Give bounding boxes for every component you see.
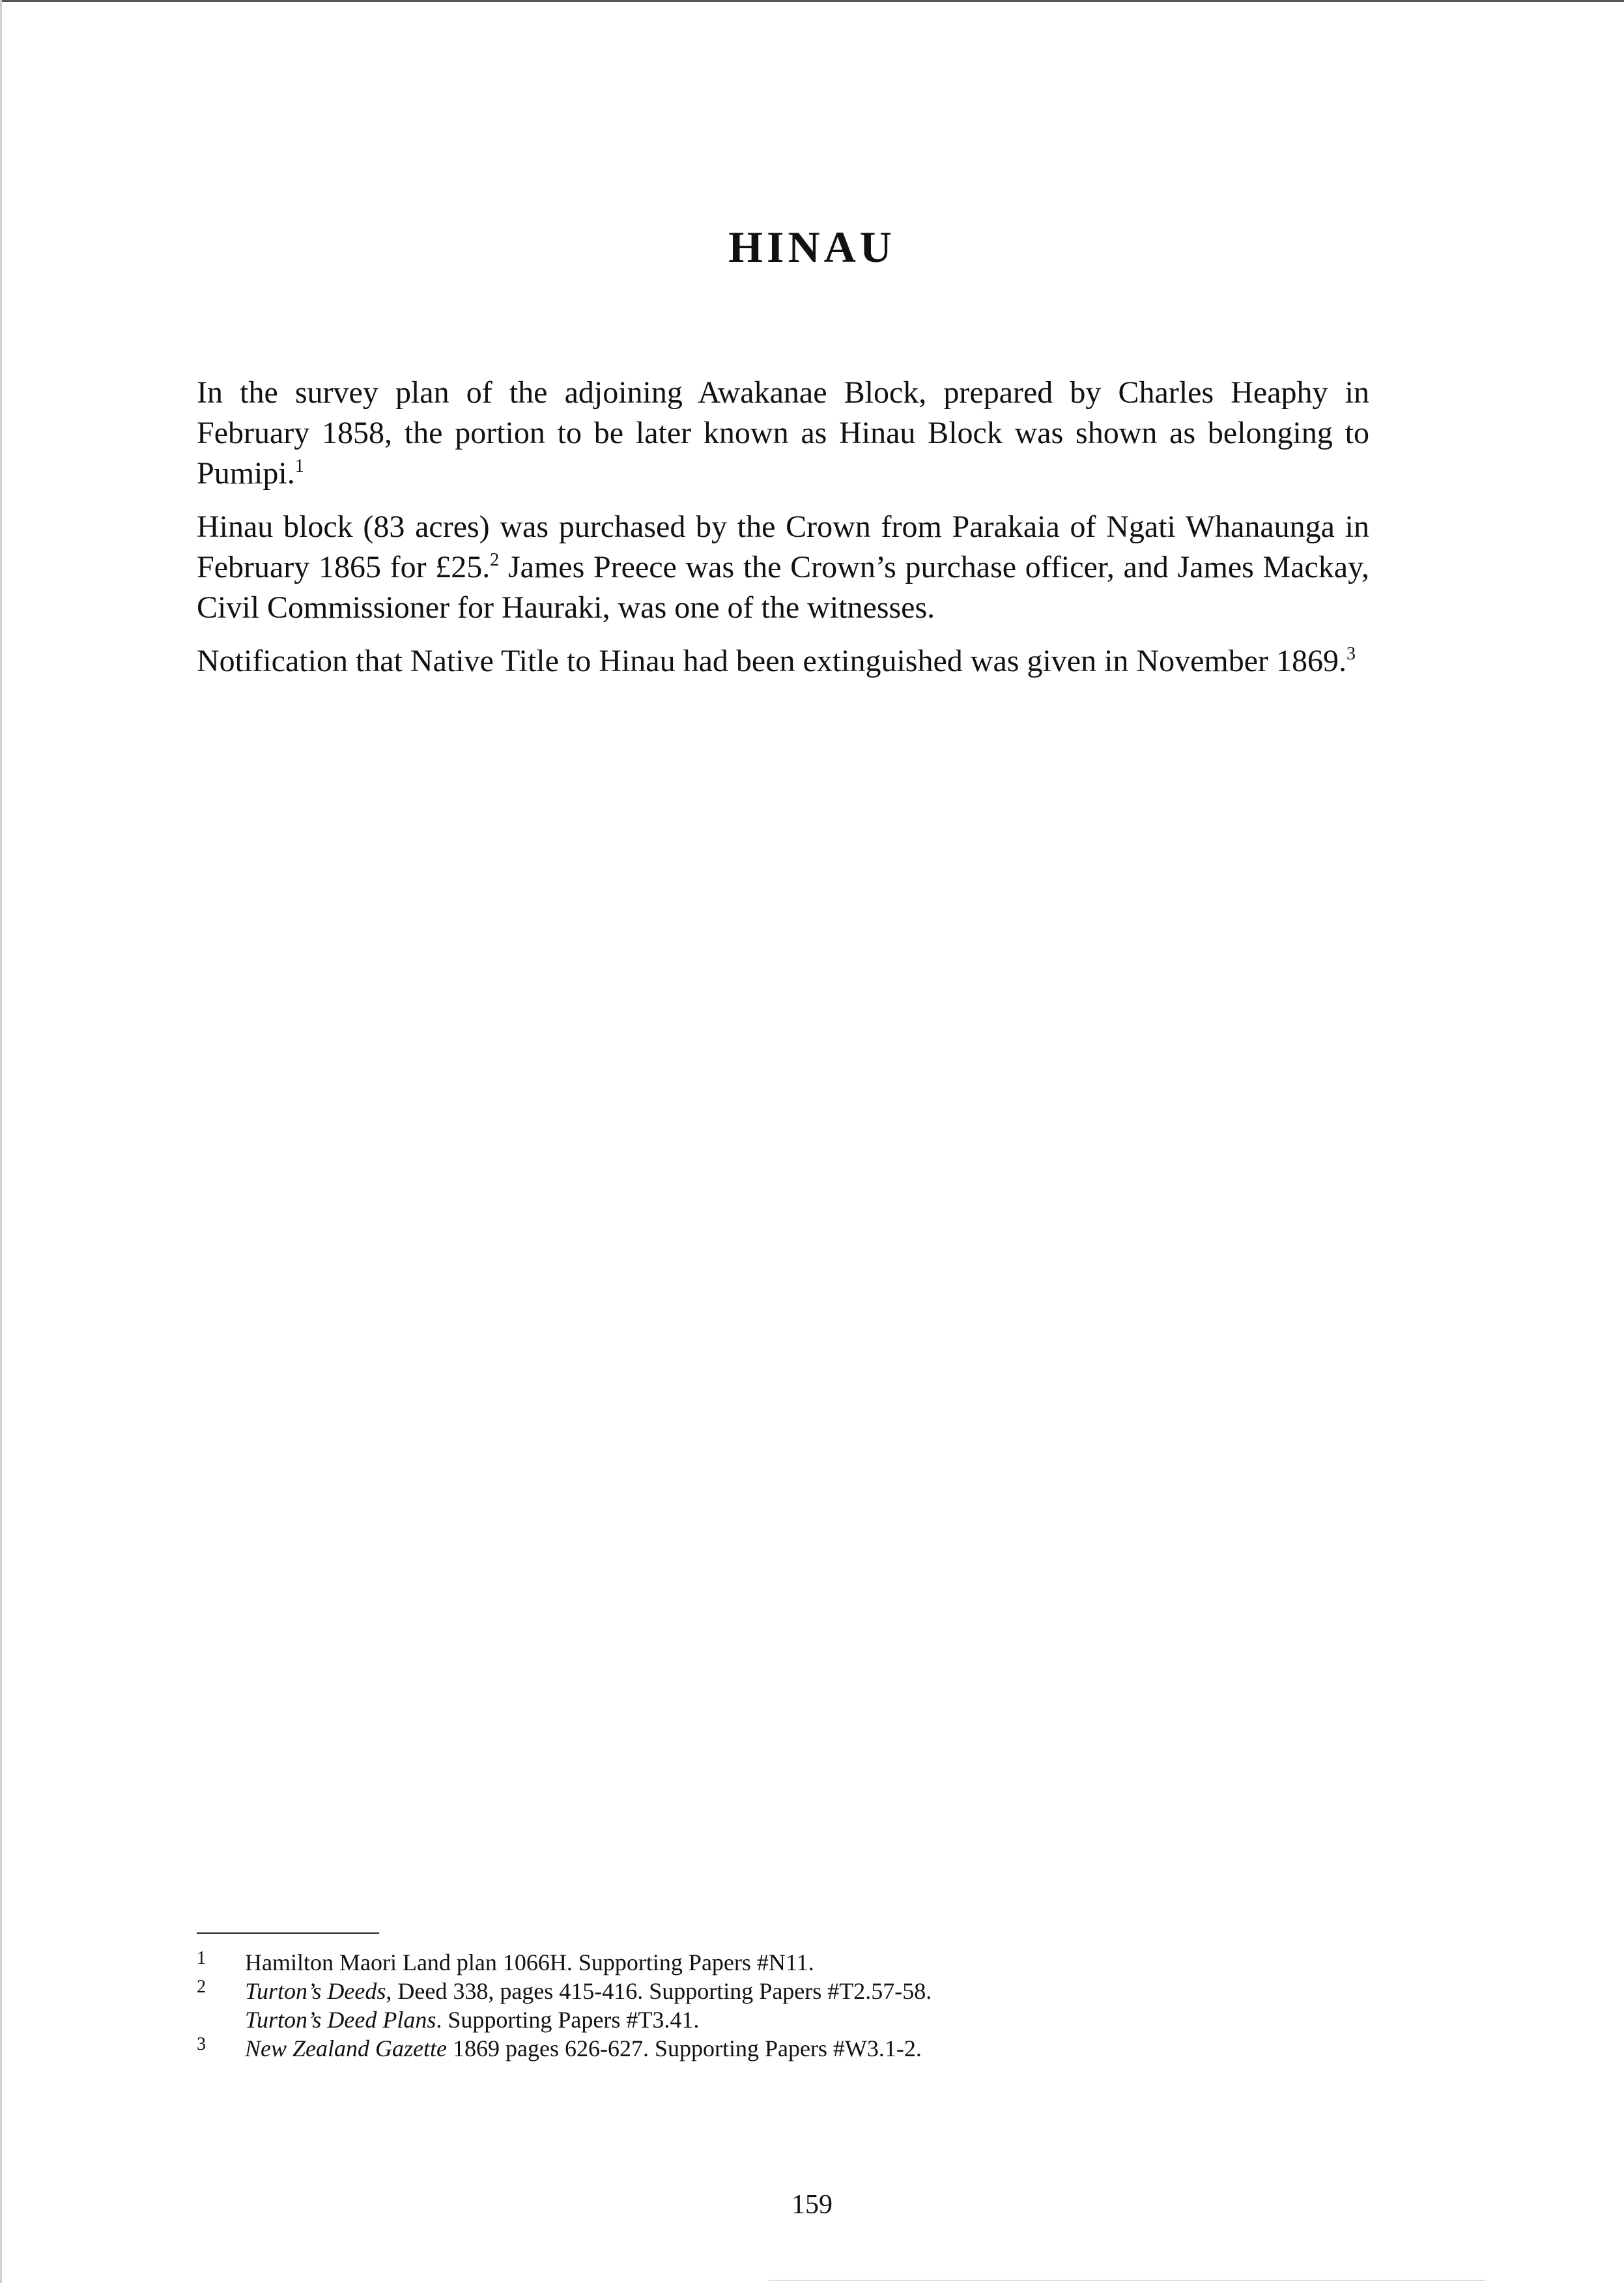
paragraph-1-text: In the survey plan of the adjoining Awakanae Block, prepared by Charles Heaphy in February 1858, the portion to be later known as Hinau Block was shown as belonging to Pumipi. — [197, 375, 1369, 491]
body-text — [197, 373, 1369, 695]
paragraph-2 — [197, 507, 1369, 628]
page-title: HINAU — [728, 222, 896, 272]
footnote-italic-title: New Zealand Gazette — [245, 2035, 447, 2061]
paragraph-1 — [197, 373, 1369, 494]
footnote-italic-title: Turton’s Deeds — [245, 1978, 386, 2004]
footnote-text: Hamilton Maori Land plan 1066H. Supporting Papers #N11. — [245, 1949, 814, 1975]
footnote-number: 2 — [197, 1977, 206, 1997]
footnote-text: , Deed 338, pages 415-416. Supporting Papers #T2.57-58. — [386, 1978, 932, 2004]
footnote-ref-2: 2 — [490, 550, 500, 570]
footnotes — [197, 1948, 1369, 2063]
footnote-divider — [197, 1932, 379, 1934]
footnote-line — [245, 2005, 1369, 2034]
scan-edge-bottom — [769, 2280, 1485, 2281]
footnote-line — [245, 1977, 1369, 2005]
footnote-text: . Supporting Papers #T3.41. — [436, 2007, 700, 2033]
footnote-2 — [197, 1977, 1369, 2034]
footnote-line — [245, 1948, 1369, 1977]
footnote-number: 3 — [197, 2034, 206, 2054]
footnote-3 — [197, 2034, 1369, 2063]
paragraph-2-text-a: Hinau block (83 acres) was purchased by the Crown from Parakaia of Ngati Whanaunga in February 1865 for £25. — [197, 510, 1369, 584]
scan-edge-left — [0, 0, 2, 2283]
paragraph-2-text-b: James Preece was the Crown’s purchase officer, and James Mackay, Civil Commissioner for Hauraki, was one of the witnesses. — [197, 550, 1369, 625]
page-number: 159 — [791, 2190, 833, 2220]
footnote-text: 1869 pages 626-627. Supporting Papers #W3.1-2. — [446, 2035, 922, 2061]
paragraph-3-text: Notification that Native Title to Hinau had been extinguished was given in November 1869. — [197, 644, 1347, 678]
paragraph-3 — [197, 641, 1369, 682]
footnote-1 — [197, 1948, 1369, 1977]
footnote-ref-3: 3 — [1346, 644, 1356, 664]
footnote-line — [245, 2034, 1369, 2063]
footnote-ref-1: 1 — [294, 456, 304, 476]
footnote-italic-title: Turton’s Deed Plans — [245, 2007, 436, 2033]
scan-edge-top — [0, 0, 1624, 2]
footnote-number: 1 — [197, 1948, 206, 1968]
